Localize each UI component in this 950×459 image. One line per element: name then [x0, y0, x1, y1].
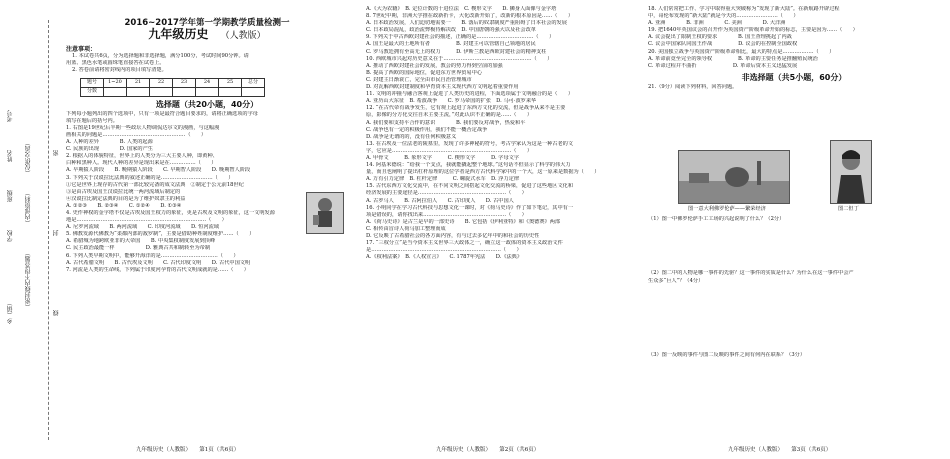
question-line: 是…………………………………………………………………（ ）	[366, 247, 522, 254]
binding-warning-internal: （内部资料）	[25, 190, 32, 226]
edition-label: （人教版）	[220, 31, 266, 42]
score-input-cell[interactable]	[219, 87, 242, 96]
question-line: 8. 7世纪中期，非洲大学推在政新折卡，大化改新开始了，改新的根本原因是……（ ）	[366, 13, 574, 20]
question-line: 画相关的问题是…………………………………………（ ）	[66, 131, 207, 138]
subject-name: 九年级历史	[148, 27, 209, 42]
score-table	[80, 78, 265, 97]
question-line: C. 相传由盲诗人荷马加工整理而成	[366, 225, 446, 232]
question-line: 7. 河流是人类的生命线，下列属于印度河孕育的古代文明成就的是……（ ）	[66, 266, 249, 273]
page-footer: 九年级历史（人教版） 第2页（共6页）	[436, 446, 540, 453]
question-line: A. 人种的差异 B. 人类的起源	[66, 139, 153, 146]
question-line: 16. 小明同学在学习古代科技与思想文化一课时，对《荷马史诗》作了如下笔记，其中有一	[366, 204, 574, 211]
score-cell: 题号	[81, 78, 104, 87]
section-heading-nonchoice: 非选择题（共5小题，60分）	[741, 72, 847, 82]
dante-portrait-drawing	[831, 141, 871, 203]
score-cell: 23	[173, 78, 196, 87]
florence-skyline-drawing	[679, 151, 789, 203]
score-cell: 21	[127, 78, 150, 87]
question-line: 9. 下列关于中古西欧封建社会的描述，正确的是……………………………（ ）	[366, 34, 555, 41]
question-line: C. 封建主日渐衰亡，完全由市民自治管理城市	[366, 76, 472, 83]
score-input-cell[interactable]	[104, 87, 127, 96]
score-input-cell[interactable]	[150, 87, 173, 96]
question-21-part-1: （1）图一中佛罗伦萨手工工场的兴起说明了什么？（2分）	[648, 216, 785, 222]
question-line: ③是由古埃及国王汉谟拉比统一两河流域后制定的	[66, 188, 181, 195]
question-line: 地是…………………………………………………………………（ ）	[66, 217, 227, 224]
question-line: 12. “在古代帝有战争发生，它有观上起进了东西方文化的交流，但是战争从来不是主要	[366, 105, 566, 112]
question-line: 填写在题后的括号内。	[66, 117, 118, 124]
question-line: 5. 佛教发源代佛教为“柔都内部的敌罗制”，主要是借助种姓制度维护……（ ）	[66, 231, 255, 238]
exam-subject	[66, 27, 348, 42]
darwin-cartoon-drawing	[307, 193, 343, 233]
question-line: 15. 古代东西方文化交流中，在不同文明之间搭起文化交流的桥梁，促进了这些地区文化和	[366, 183, 574, 190]
seal-char-mi: 密	[53, 150, 60, 156]
question-line: C. 日本政局混乱，政治流弊极待解决改 D. 中国唐朝的强大以及社会改革	[366, 27, 536, 34]
notice-item: 用蓝、黑色水笔或圆珠笔直接答在试卷上。	[66, 60, 165, 67]
question-line: C. 革命过程并不曲折 D. 革命后资本主义迅猛发展	[648, 62, 798, 69]
score-input-cell[interactable]	[127, 87, 150, 96]
page-footer: 九年级历史（人教版） 第3页（共6页）	[728, 446, 832, 453]
question-line: D. 战争是无谓的的，没有任何积极意义	[366, 133, 457, 140]
question-line: A.《大为农籍》 B. 定位计数的十进位法 C. 楔形文字 D. 狮身人面像与金字塔	[366, 6, 557, 12]
question-line: 字，它应是……………………………………………………………（ ）	[366, 147, 533, 154]
binding-label-town: 乡（镇）	[7, 300, 14, 324]
score-input-cell[interactable]	[173, 87, 196, 96]
question-line: 13. 在古埃及一位法老的陵墓里，发现了许多神秘的符号，考古学家认为这是一种古老的文	[366, 140, 574, 147]
seal-char-xian: 线	[53, 310, 60, 316]
question-line: 项是错误的，请你找出来…………………………………………（ ）	[366, 211, 527, 218]
question-line: A. 革命前竟至完全的领导权 B. 革命的主要任务是推翻殖民统治	[648, 55, 818, 62]
question-line: C. 罗马教廷拥有至高无上的权力 D. 伊斯兰教是西欧封建社会的精神支柱	[366, 48, 547, 55]
col3-questions	[648, 6, 940, 70]
notice-heading: 注意事项：	[66, 46, 97, 54]
question-line: D. 对瓦解西欧封建制度和孕育资本主义现代西方文明起着重要作用	[366, 84, 519, 91]
question-line: 11. 文明的冲撞与融合客观上促进了人类历史的进程，下面选项属于文明融合的是（ ）	[366, 91, 574, 98]
question-line: 白种和黑种人。现代人种的差异是现出来是在……………（ ）	[66, 160, 217, 167]
binding-warning-no-answer: （密封线内不得答题）	[25, 250, 32, 310]
florence-photo	[678, 150, 790, 204]
question-line: A. 万有引力定律 B. 杠杆定律 C. 螺旋式水车 D. 浮力定律	[366, 176, 520, 183]
darwin-cartoon-image	[306, 192, 344, 234]
col2-questions	[366, 6, 636, 261]
question-line: A. 推动了西欧封建社会的发展，教会的势力得到空前的加强	[366, 62, 503, 69]
question-line: 10. 西欧城市兴起对历史意义在于……………………………………………（ ）	[366, 55, 553, 62]
question-line: 14. 阿基米德说：“给我一个支点，我就能撬起整个地球。”这句话不但显示了科学的伟大力	[366, 162, 571, 169]
question-line: A. 亚洲 B. 非洲 C. 美洲 D. 大洋洲	[648, 20, 786, 27]
question-line: C. 民主政治最能一样 D. 雅典古共和制转至为帝制	[66, 245, 211, 252]
binding-label-class: 班级	[7, 190, 14, 202]
question-line: A. 希腊城为地跨欧亚非的大帝国 B. 中央集权制度发展到顶峰	[66, 238, 216, 245]
binding-label-number: 考号	[7, 110, 14, 122]
question-line: 2. 根据人的体貌特征，世界上的人类分为三大主要人种，即黄种、	[66, 153, 218, 160]
question-line: 19. 把1640年英国议会的召开作为英国资产阶级革命开始的标志，主要是因为……（ ）	[648, 27, 858, 34]
page-footer: 九年级历史（人教版） 第1页（共6页）	[136, 446, 240, 453]
page-1-column	[66, 0, 348, 459]
figure-1-caption: 图一意大利佛罗伦萨——繁荣经济	[688, 206, 766, 212]
score-table-header-row	[81, 78, 265, 87]
question-line: C. 民族的出现 D. 国家的产生	[66, 146, 153, 153]
question-line: A.《权利法案》 B.《人权宣言》 C. 1787年宪法 D.《法典》	[366, 254, 523, 261]
question-line: A. ①②③ B. ②③④ C. ①②④ D. ①③④	[66, 202, 182, 209]
question-line: 18. 人们常常把工作、学习中取得重大突破称为“发现了新大陆”。在新航路开辟过程	[648, 6, 840, 12]
question-line: 17. “三权分立”是当今资本主义世界三大政体之一，确立这一政体的资本主义政治文件	[366, 240, 563, 247]
question-line: A. 古罗马人 B. 古阿拉伯人 C. 古印度人 D. 古中国人	[366, 197, 514, 204]
score-cell: 总分	[242, 78, 265, 87]
question-line: A. 尼罗河流域 B. 两河流域 C. 印度河流域 D. 恒河流域	[66, 224, 220, 231]
score-cell: 分数	[81, 87, 104, 96]
question-line: 6. 下列人类早期文明中，能够开海洋的是……………………………（ ）	[66, 252, 239, 259]
question-line: A. 日本政治发展，人们迫切地需要一 B. 落后的奴隶制度严重阻碍了日本社会的发展	[366, 20, 567, 27]
question-line: C. 战争也有一定的积极作用，我们不能一概否定战争	[366, 126, 488, 133]
dante-portrait	[830, 140, 872, 204]
seal-char-feng: 封	[53, 230, 60, 236]
question-line: A. 亚历山大东征 B. 希波战争 C. 罗马帝国的扩张 D. 马可·波罗来华	[366, 98, 537, 105]
question-line: 原，影像的分方化交往自未主要主流，”对此认识不正确的是……（ ）	[366, 112, 533, 119]
question-line: 量，而且也阐明了提出杠杆原理的这位学者是西方古代科学家中的一个大，这一原来是数据为（ ）	[366, 169, 600, 176]
binding-strip	[0, 0, 62, 459]
binding-warning-exchange: （仅供交流）	[25, 140, 32, 176]
question-line: ①它是世界上现存的古代第一部比较完备的成文法典 ②制定于公元前18世纪	[66, 181, 244, 188]
question-21-part-3: （3）图一反映的事件与图二反映的事件之间有何内在联系？（3分）	[648, 352, 806, 358]
question-line: A. 我们要和支持平合作的意识 B. 我们要反对战争，热爱和平	[366, 119, 526, 126]
question-line: A. 早期猿人阶段 B. 晚期猿人阶段 C. 早期智人阶段 D. 晚期智人阶段	[66, 167, 251, 174]
score-input-cell[interactable]	[242, 87, 265, 96]
question-line: 20. 美国独立战争与英国资产阶级革命相比，最大的特点是………………（ ）	[648, 48, 835, 55]
section-heading-choice: 选择题（共20小题，40分）	[155, 99, 259, 109]
question-line: C. 议会中国家队同国王作战 D. 议会的在控制全国政权	[648, 41, 798, 48]
page-2-column	[366, 0, 636, 459]
question-line: A. 国王是最大的土地所有者 B. 封建主可以管辖自己领地的居民	[366, 41, 536, 48]
question-line: 1. 右图是19世纪后半期一些政坛人物调侃达尔文的漫画，与这幅漫	[66, 124, 220, 131]
notice-item: 1. 本试卷共6页，分为选择题和非选择题，满分100分，考试时间90分钟。请	[72, 53, 249, 60]
question-21-heading: 21.（9分）阅读下列材料，回答问题。	[648, 83, 738, 90]
question-line: 经济发展的主要途径是……………………………………………（ ）	[366, 190, 527, 197]
question-line: 下列每小题列出的四个选项中，只有一项是最符合题目要求的，请将正确选项的字母	[66, 110, 258, 117]
question-line: 中，哥伦布发现的“新大陆”就是今天的……………………（ ）	[648, 13, 799, 20]
binding-label-name: 姓名	[7, 150, 14, 162]
question-21-part-2-cont: 生众多“巨人”？（4分）	[648, 278, 704, 284]
question-line: A. 议会提出了限制王权的要求 B. 国王查理挑起了内战	[648, 34, 792, 41]
score-input-cell[interactable]	[196, 87, 219, 96]
score-cell: 24	[196, 78, 219, 87]
question-line: ④汉谟拉比制定法典的目的是为了维护奴隶主的利益	[66, 195, 186, 202]
question-line: A.《荷马史诗》是古兰是早的一部史诗 B. 它包括《伊利亚特》和《奥德赛》两部	[366, 218, 561, 225]
score-cell: 25	[219, 78, 242, 87]
figure-2-caption: 图二但丁	[838, 206, 859, 212]
question-line: B. 提高了西欧的国际地位，促进东方世界贸易中心	[366, 69, 483, 76]
page-3-column	[648, 0, 940, 459]
notice-item: 2. 答卷前请将密封线内的项目填写清楚。	[72, 67, 167, 74]
binding-label-school: 学校	[7, 230, 14, 242]
question-line: A. 古代希腊文明 B. 古代埃及文明 C. 古代印度文明 D. 古代中国文明	[66, 259, 251, 266]
question-line: 4. 史作神权的金字塔不仅是古埃及国王权力的象征，更是古埃及文明的象征，这一文明发源	[66, 209, 275, 216]
seal-dashed-line	[48, 20, 49, 440]
exam-title: 2016~2017学年第一学期教学质量检测一	[124, 18, 290, 28]
question-21-part-2: （2）图二中的人物是哪一事件的先驱？这一事件的实质是什么？为什么在这一事件中会产	[648, 270, 854, 276]
score-cell: 22	[150, 78, 173, 87]
score-table-score-row	[81, 87, 265, 96]
question-line: 3. 下列关于汉谟拉比法典的叙述正确的是…………………………（ ）	[66, 174, 234, 181]
score-cell: 1~20	[104, 78, 127, 87]
question-line: D. 它反映了古希腊社会的各方面内容，有与过去多亿年中的和社会的历史性	[366, 233, 540, 239]
question-line: A. 甲骨文 B. 象形文字 C. 楔形文字 D. 字母文字	[366, 154, 520, 161]
